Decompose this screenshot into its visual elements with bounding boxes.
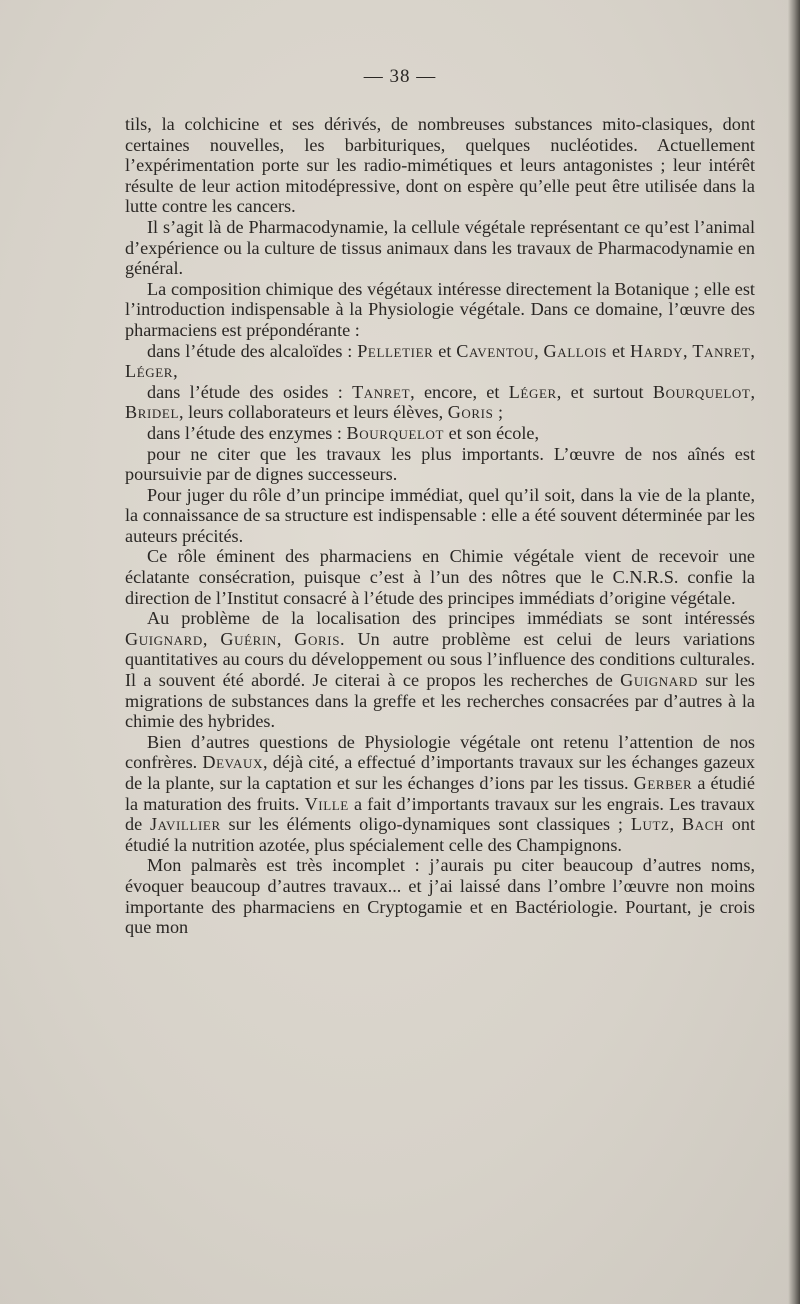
author-name: Guignard [125,628,203,649]
paragraph [125,423,755,444]
text-run: La composition chimique des végétaux intéresse directement la Botanique ; elle est l’introduction indispensable à la Physiologie végétale. Dans ce domaine, l’œuvre des pharmaciens est prépondérante : [125,278,755,340]
text-run: , [750,381,755,402]
text-run: , [202,628,221,649]
author-name: Léger [125,361,174,382]
author-name: Ville [304,793,349,814]
page-edge-shadow [788,0,800,1304]
author-name: Bridel [125,402,180,423]
body-text [125,114,755,938]
text-run: ont étudié la nutrition azotée, plus spécialement celle des Champignons. [125,814,756,855]
text-run: Il s’agit là de Pharmacodynamie, la cellule végétale représentant ce qu’est l’animal d’expérience ou la culture de tissus animaux dans les travaux de Pharmacodynamie en général. [125,216,755,279]
text-run: , [173,361,178,382]
author-name: Tanret [692,340,751,361]
author-name: Caventou [456,340,535,361]
author-name: Goris [447,402,494,423]
author-name: Tanret [352,381,411,402]
author-name: Bach [681,814,724,835]
paragraph [125,217,755,279]
text-run: , [534,340,544,361]
text-run: dans l’étude des osides : [147,381,353,402]
text-run: sur les migrations de substances dans la greffe et les recherches consacrées par d’autres à la chimie des hybrides. [125,670,755,732]
paragraph [125,382,755,423]
text-run: , leurs collaborateurs et leurs élèves, [179,402,448,423]
text-run: pour ne citer que les travaux les plus importants. L’œuvre de nos aînés est poursuivie par de dignes successeurs. [125,443,755,485]
author-name: Lutz [630,814,670,835]
paragraph [125,608,755,732]
paragraph [125,341,755,382]
text-run: tils, la colchicine et ses dérivés, de nombreuses substances mito-clasiques, dont certaines nouvelles, les barbituriques, quelques nucléotides. Actuellement l’expérimentation porte sur les radio-mimétiques et leurs antagonistes ; leur intérêt résulte de leur action mitodépressive, dont on espère qu’elle peut être utilisée dans la lutte contre les cancers. [125,114,755,217]
text-run: et son école, [444,422,540,443]
author-name: Bourquelot [652,381,751,402]
text-run: sur les éléments oligo-dynamiques sont classiques ; [220,814,631,835]
text-run: , [682,340,693,361]
text-run: Bien d’autres questions de Physiologie végétale ont retenu l’attention de nos confrères. [125,731,755,773]
author-name: Devaux [202,752,263,773]
paragraph [125,279,755,341]
text-run: et [607,340,630,361]
text-run: a étudié la maturation des fruits. [125,773,755,814]
text-run: dans l’étude des alcaloïdes : [147,340,358,361]
text-run: , [669,814,682,835]
paragraph [125,485,755,547]
page-number: — 38 — [363,66,437,87]
text-run: a fait d’importants travaux sur les engrais. Les travaux de [125,793,755,835]
paragraph [125,732,755,856]
text-run: et [433,340,457,361]
author-name: Hardy [629,340,683,361]
paragraph [125,855,755,937]
author-name: Gerber [633,773,693,793]
author-name: Javillier [150,814,221,835]
text-run: , [750,340,755,361]
text-run: Ce rôle éminent des pharmaciens en Chimie végétale vient de recevoir une éclatante consécration, puisque c’est à l’un des nôtres que le C.N.R.S. confie la direction de l’Institut consacré à l’étude des principes immédiats d’origine végétale. [125,546,755,608]
paragraph [125,114,755,217]
paragraph [125,444,755,485]
paragraph [125,546,755,608]
author-name: Goris [294,628,341,649]
author-name: Pelletier [357,340,434,361]
text-run: , encore, et [410,381,509,402]
text-run: Mon palmarès est très incomplet : j’aurais pu citer beaucoup d’autres noms, évoquer beaucoup d’autres travaux... et j’ai laissé dans l’ombre l’œuvre non moins importante des pharmaciens en Cryptogamie et en Bactériologie. Pourtant, je crois que mon [125,855,755,938]
text-run: ; [493,402,504,423]
author-name: Guignard [620,670,698,691]
text-run: . Un autre problème est celui de leurs variations quantitatives au cours du développement ou sous l’influence des conditions culturales. Il a souvent été abordé. Je citerai à ce propos les recherches de [125,628,755,691]
text-run: , [276,628,295,649]
text-run: , et surtout [556,381,653,402]
author-name: Guérin [220,628,277,649]
author-name: Gallois [543,340,608,361]
author-name: Léger [508,381,557,402]
author-name: Bourquelot [346,422,445,443]
text-run: dans l’étude des enzymes : [147,422,347,443]
text-run: Au problème de la localisation des principes immédiats se sont intéressés [147,608,755,629]
text-run: , déjà cité, a effectué d’importants travaux sur les échanges gazeux de la plante, sur la captation et sur les échanges d’ions par les tissus. [125,752,755,793]
text-run: Pour juger du rôle d’un principe immédiat, quel qu’il soit, dans la vie de la plante, la connaissance de sa structure est indispensable : elle a été souvent déterminée par les auteurs précités. [125,484,755,546]
